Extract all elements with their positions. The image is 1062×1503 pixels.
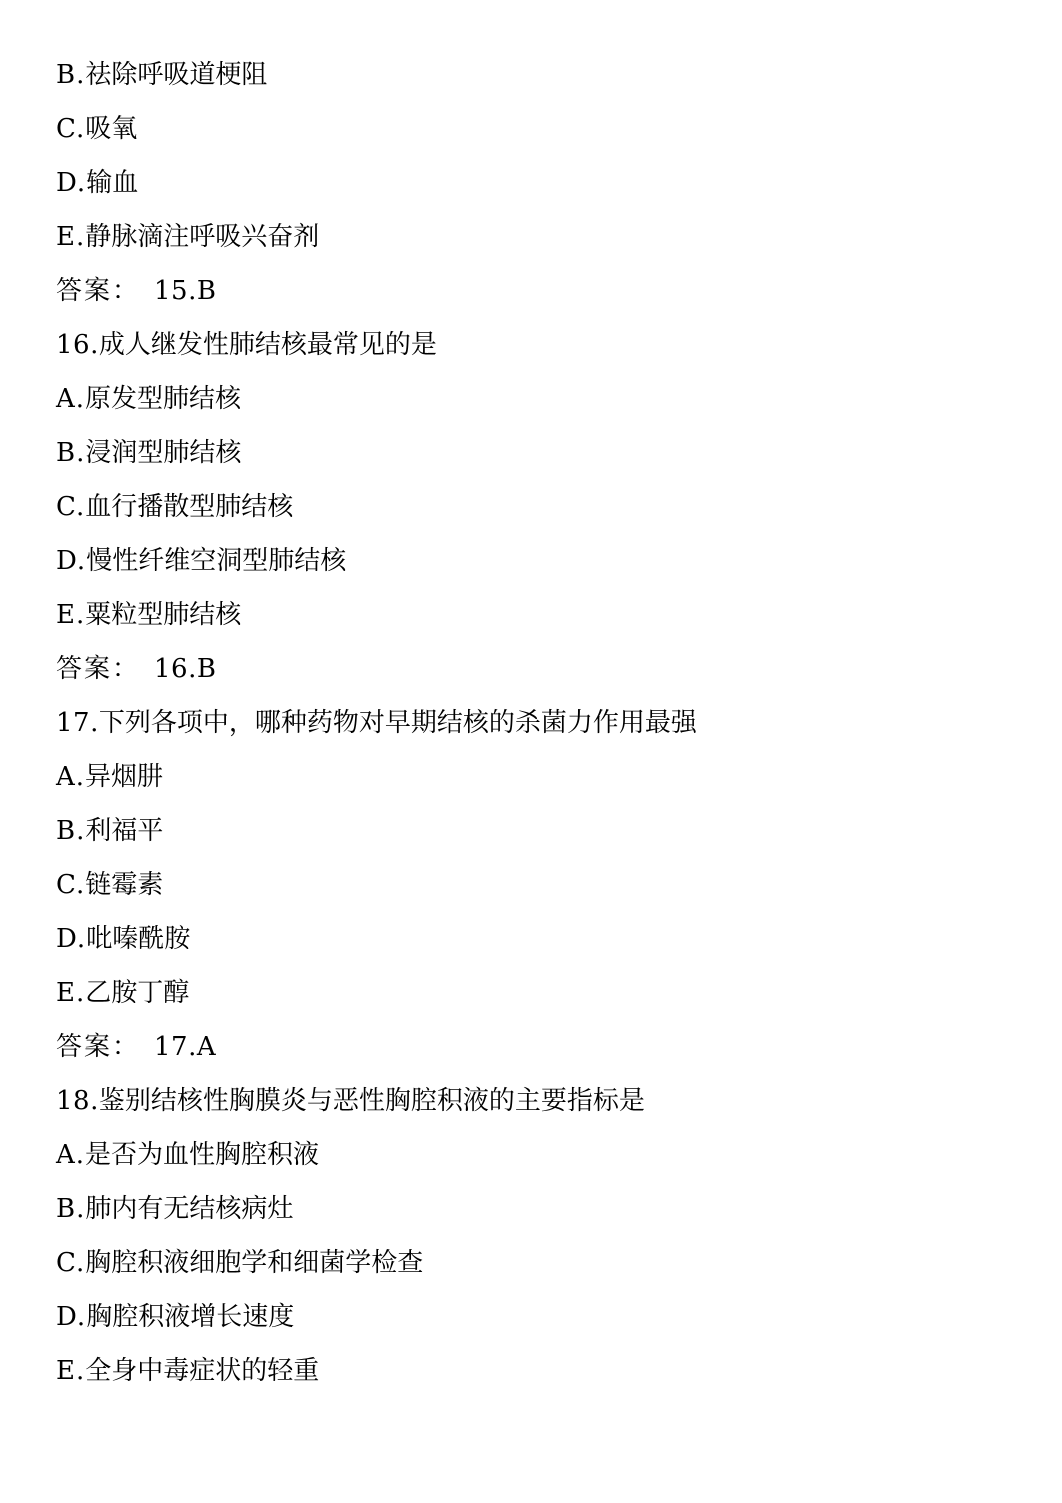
option-text: 吸氧 — [85, 114, 138, 144]
option-label: C. — [56, 1248, 86, 1278]
option-item — [56, 1344, 1006, 1398]
question-item — [56, 696, 1006, 750]
option-text: 慢性纤维空洞型肺结核 — [86, 546, 347, 576]
question-item — [56, 318, 1006, 372]
option-text: 原发型肺结核 — [85, 384, 242, 414]
option-label: E. — [56, 222, 86, 252]
option-item — [56, 534, 1006, 588]
answer-label: 答案： — [56, 1032, 141, 1062]
option-text: 胸腔积液细胞学和细菌学检查 — [85, 1248, 424, 1278]
option-item — [56, 588, 1006, 642]
answer-label: 答案： — [56, 654, 141, 684]
answer-item — [56, 642, 1006, 696]
option-label: B. — [56, 60, 86, 90]
question-number: 16. — [56, 330, 99, 360]
answer-label: 答案： — [56, 276, 141, 306]
option-label: C. — [56, 492, 86, 522]
option-text: 输血 — [86, 168, 139, 198]
option-text: 利福平 — [85, 816, 164, 846]
option-label: D. — [56, 168, 87, 198]
option-label: B. — [56, 1194, 86, 1224]
option-label: E. — [56, 1356, 86, 1386]
question-text: 鉴别结核性胸膜炎与恶性胸腔积液的主要指标是 — [98, 1086, 645, 1116]
option-item — [56, 372, 1006, 426]
option-text: 吡嗪酰胺 — [86, 924, 191, 954]
option-item — [56, 1290, 1006, 1344]
option-label: B. — [56, 438, 86, 468]
option-item — [56, 966, 1006, 1020]
option-text: 血行播散型肺结核 — [85, 492, 294, 522]
option-item — [56, 858, 1006, 912]
option-item — [56, 480, 1006, 534]
option-label: A. — [56, 384, 86, 414]
option-item — [56, 156, 1006, 210]
option-item — [56, 750, 1006, 804]
answer-item — [56, 1020, 1006, 1074]
option-item — [56, 1128, 1006, 1182]
option-item — [56, 48, 1006, 102]
answer-value: 16.B — [154, 654, 217, 684]
question-text: 成人继发性肺结核最常见的是 — [98, 330, 437, 360]
question-list — [56, 48, 1006, 1398]
option-label: E. — [56, 978, 86, 1008]
option-text: 静脉滴注呼吸兴奋剂 — [85, 222, 320, 252]
option-label: C. — [56, 870, 86, 900]
option-text: 链霉素 — [85, 870, 164, 900]
option-text: 全身中毒症状的轻重 — [85, 1356, 320, 1386]
question-item — [56, 1074, 1006, 1128]
option-text: 是否为血性胸腔积液 — [85, 1140, 320, 1170]
answer-value: 17.A — [154, 1032, 217, 1062]
option-label: B. — [56, 816, 86, 846]
option-label: A. — [56, 762, 86, 792]
option-item — [56, 426, 1006, 480]
option-label: C. — [56, 114, 86, 144]
answer-item — [56, 264, 1006, 318]
option-item — [56, 102, 1006, 156]
answer-value: 15.B — [154, 276, 217, 306]
option-label: D. — [56, 924, 87, 954]
option-label: D. — [56, 546, 87, 576]
option-item — [56, 210, 1006, 264]
option-item — [56, 804, 1006, 858]
option-text: 粟粒型肺结核 — [85, 600, 242, 630]
option-item — [56, 912, 1006, 966]
option-text: 祛除呼吸道梗阻 — [85, 60, 268, 90]
option-item — [56, 1236, 1006, 1290]
option-item — [56, 1182, 1006, 1236]
question-number: 17. — [56, 708, 99, 738]
option-label: E. — [56, 600, 86, 630]
option-label: D. — [56, 1302, 87, 1332]
option-text: 异烟肼 — [85, 762, 164, 792]
question-number: 18. — [56, 1086, 99, 1116]
option-text: 肺内有无结核病灶 — [85, 1194, 294, 1224]
option-text: 胸腔积液增长速度 — [86, 1302, 295, 1332]
option-label: A. — [56, 1140, 86, 1170]
question-text: 下列各项中，哪种药物对早期结核的杀菌力作用最强 — [98, 708, 697, 738]
option-text: 浸润型肺结核 — [85, 438, 242, 468]
option-text: 乙胺丁醇 — [85, 978, 190, 1008]
